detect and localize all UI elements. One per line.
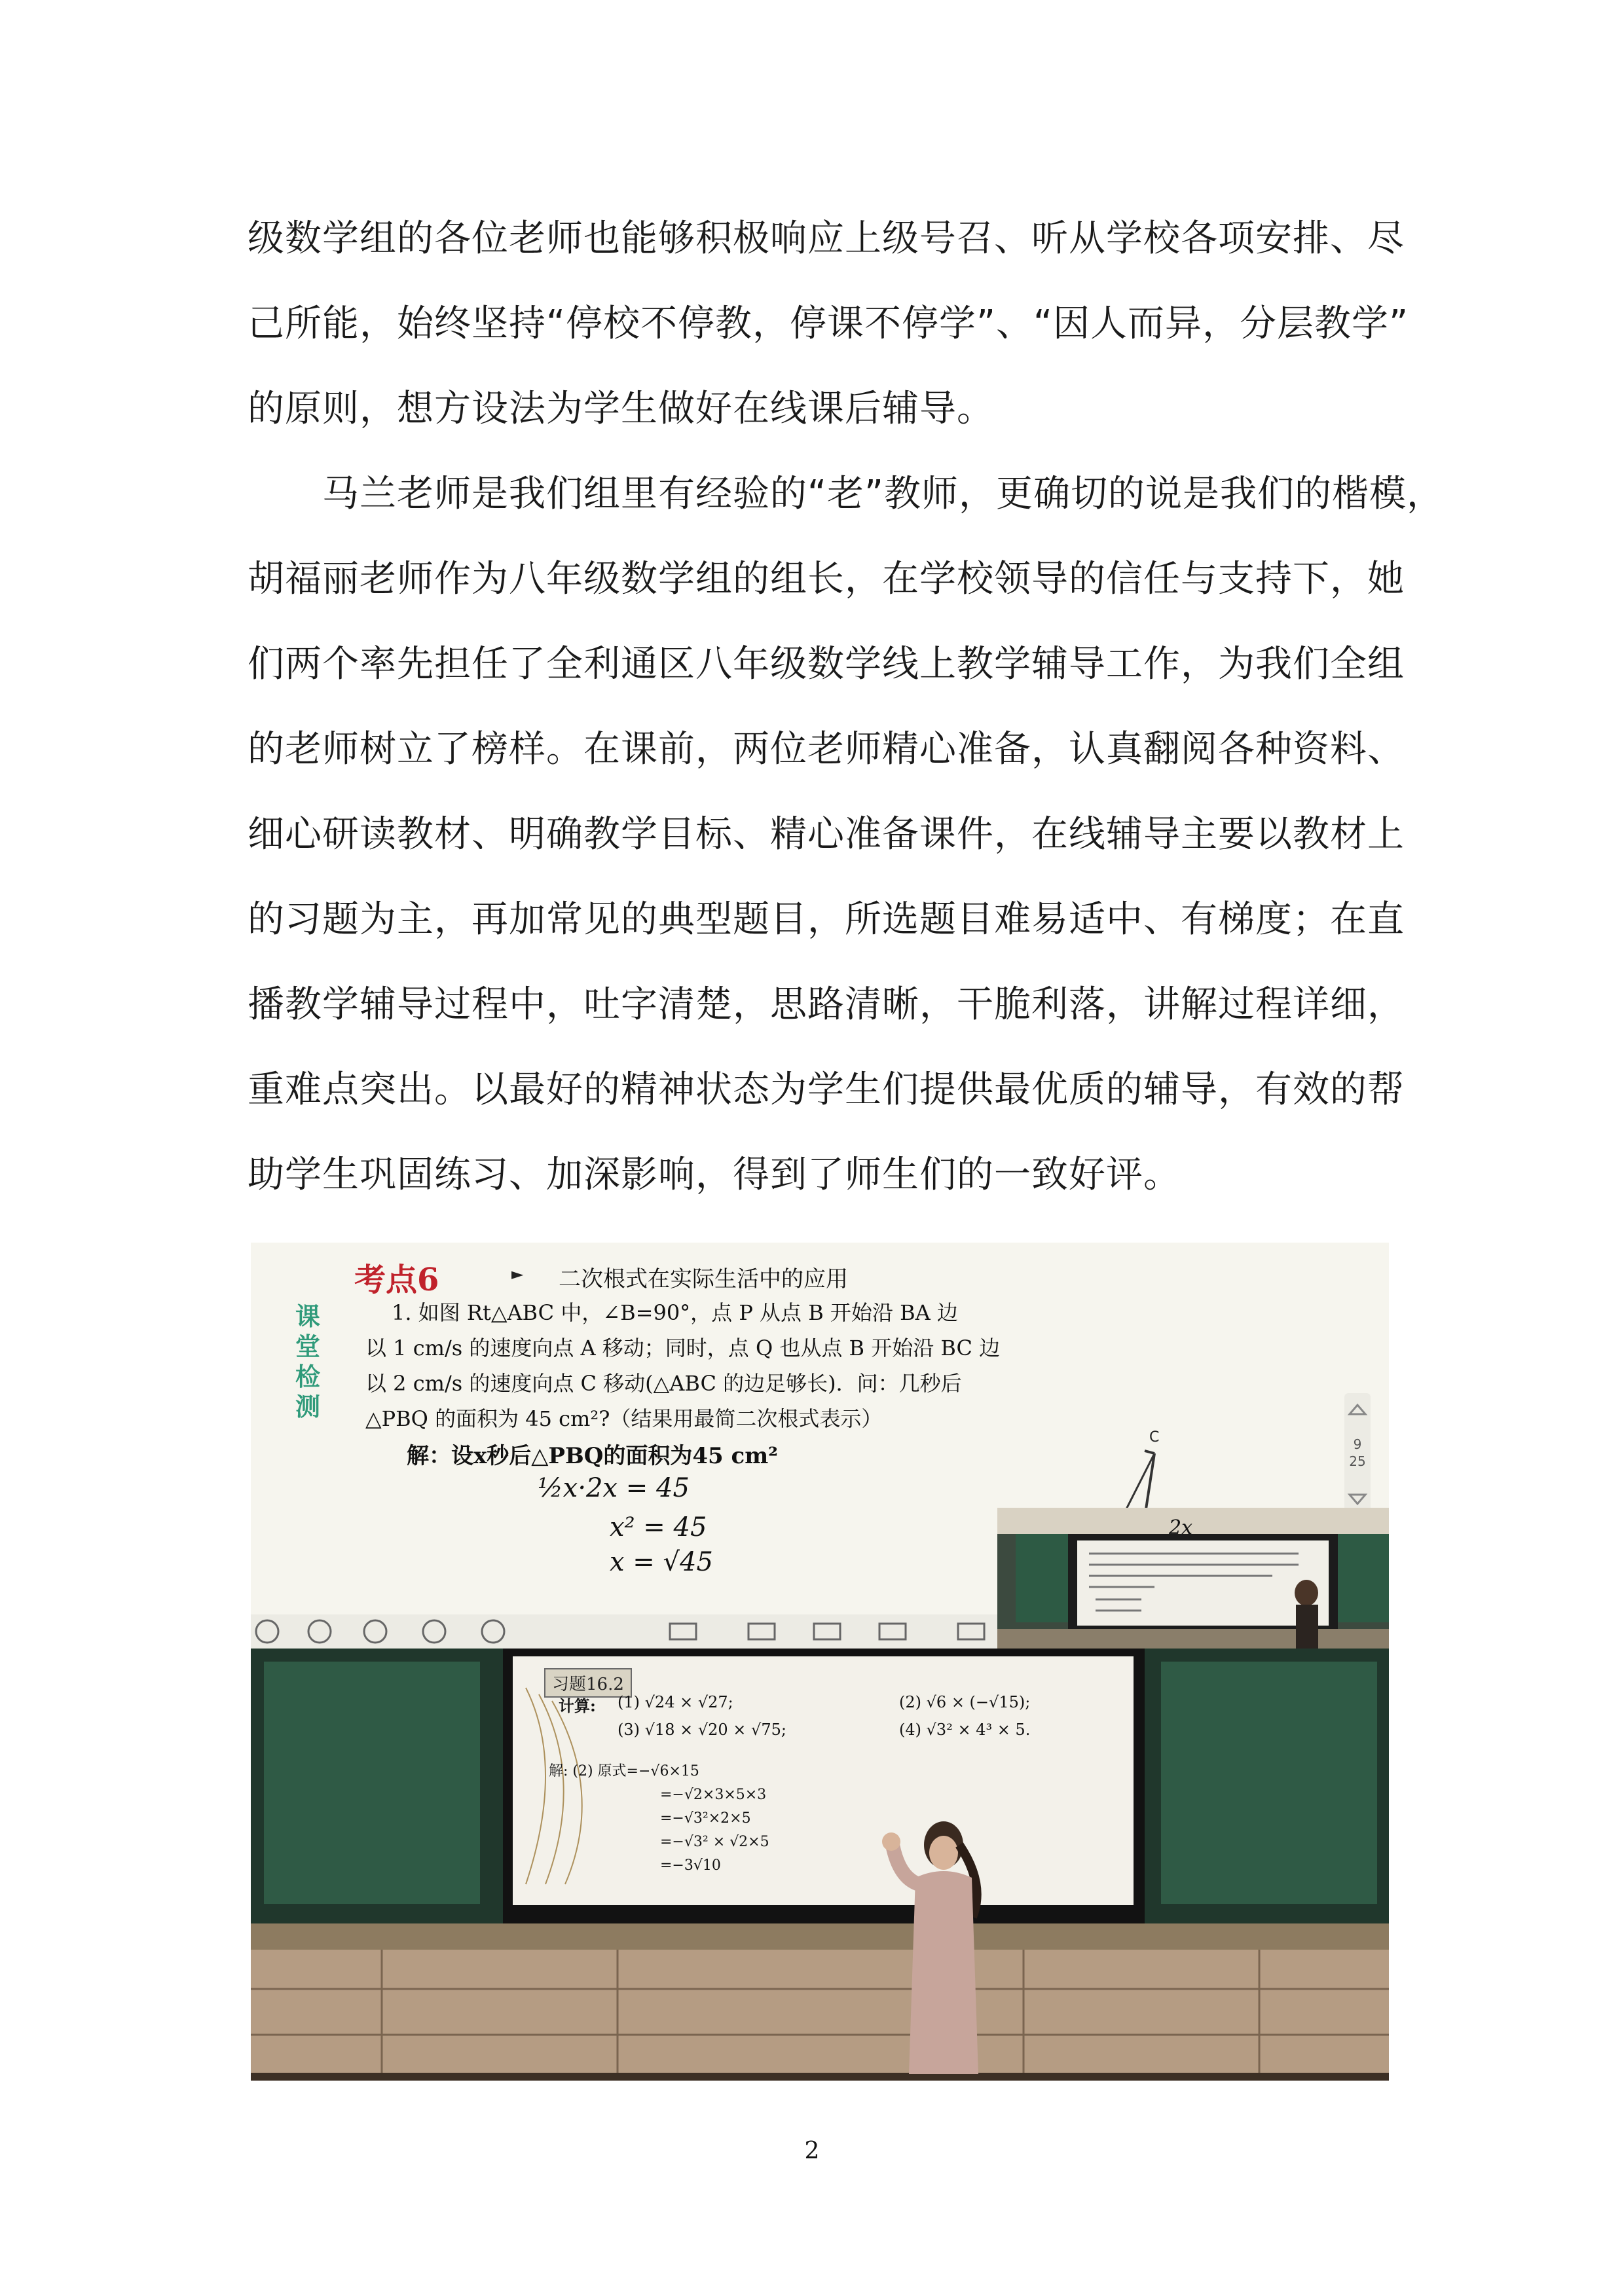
slide-heading: 考点6 [354, 1262, 439, 1298]
problem-line: 1. 如图 Rt△ABC 中，∠B=90°，点 P 从点 B 开始沿 BA 边 [392, 1300, 958, 1325]
compute-label: 计算: [559, 1696, 596, 1715]
solution-steps [549, 1760, 769, 1878]
paragraph-1 [248, 196, 1409, 452]
nav-page-total: 25 [1349, 1453, 1366, 1469]
exercise-item: (3) √18 × √20 × √75; [618, 1721, 786, 1739]
problem-line: △PBQ 的面积为 45 cm²?（结果用最简二次根式表示） [365, 1406, 883, 1431]
nav-page-number: 9 [1353, 1436, 1362, 1452]
paragraph-line: 细心研读教材、明确教学目标、精心准备课件，在线辅导主要以教材上 [248, 813, 1405, 856]
equation-2: x² = 45 [610, 1512, 707, 1542]
vertex-label: C [1149, 1429, 1160, 1446]
page-number: 2 [804, 2138, 820, 2164]
problem-line: 以 2 cm/s 的速度向点 C 移动(△ABC 的边足够长)．问：几秒后 [365, 1371, 962, 1396]
paragraph-line: 的习题为主，再加常见的典型题目，所选题目难易适中、有梯度；在直 [248, 898, 1405, 941]
solution-line: =−√3²×2×5 [660, 1810, 751, 1827]
side-label-char: 堂 [295, 1332, 320, 1361]
paragraph-line: 助学生巩固练习、加深影响，得到了师生们的一致好评。 [248, 1154, 1181, 1196]
paragraph-line: 重难点突出。以最好的精神状态为学生们提供最优质的辅导，有效的帮 [248, 1068, 1405, 1111]
paragraph-2 [248, 452, 1445, 1218]
teacher-board-photo [251, 1649, 1389, 2081]
paragraph-line: 级数学组的各位老师也能够积极响应上级号召、听从学校各项安排、尽 [248, 217, 1405, 260]
paragraph-line: 播教学辅导过程中，吐字清楚，思路清晰，干脆利落，讲解过程详细， [248, 983, 1405, 1026]
exercise-tag: 习题16.2 [544, 1668, 632, 1698]
side-label-char: 测 [295, 1392, 320, 1421]
problem-text [365, 1295, 1315, 1436]
paragraph-line: 的原则，想方设法为学生做好在线课后辅导。 [248, 388, 994, 430]
paragraph-line: 己所能，始终坚持“停校不停教，停课不停学”、“因人而异，分层教学” [248, 302, 1409, 345]
solution-line: =−√3² × √2×5 [660, 1834, 769, 1850]
side-label-char: 检 [295, 1362, 320, 1391]
slide-topic: 二次根式在实际生活中的应用 [559, 1266, 848, 1292]
arrow-icon: ► [511, 1265, 524, 1283]
equation-3: x = √45 [610, 1547, 713, 1577]
paragraph-line: 的老师树立了榜样。在课前，两位老师精心准备，认真翻阅各种资料、 [248, 728, 1405, 771]
side-label-char: 课 [295, 1302, 320, 1331]
teacher-video-inset [997, 1508, 1389, 1649]
angle-note: 2x [1169, 1516, 1193, 1539]
solution-line: =−3√10 [660, 1857, 721, 1874]
solution-label: 解：设x秒后△PBQ的面积为45 cm² [407, 1443, 779, 1469]
equation-1: ½x·2x = 45 [538, 1473, 690, 1503]
exercise-item: (1) √24 × √27; [618, 1693, 733, 1711]
side-label [291, 1302, 324, 1422]
paragraph-line: 胡福丽老师作为八年级数学组的组长，在学校领导的信任与支持下，她 [248, 558, 1405, 600]
solution-line: 解: (2) 原式=−√6×15 [549, 1763, 699, 1779]
problem-line: 以 1 cm/s 的速度向点 A 移动；同时，点 Q 也从点 B 开始沿 BC 边 [365, 1336, 1001, 1360]
lesson-slide-photo [251, 1243, 1389, 1649]
exercise-item: (2) √6 × (−√15); [899, 1693, 1031, 1711]
exercise-item: (4) √3² × 4³ × 5. [899, 1721, 1031, 1739]
paragraph-line: 们两个率先担任了全利通区八年级数学线上教学辅导工作，为我们全组 [248, 643, 1405, 685]
solution-line: =−√2×3×5×3 [660, 1787, 767, 1803]
paragraph-line: 马兰老师是我们组里有经验的“老”教师，更确切的说是我们的楷模， [248, 473, 1445, 515]
